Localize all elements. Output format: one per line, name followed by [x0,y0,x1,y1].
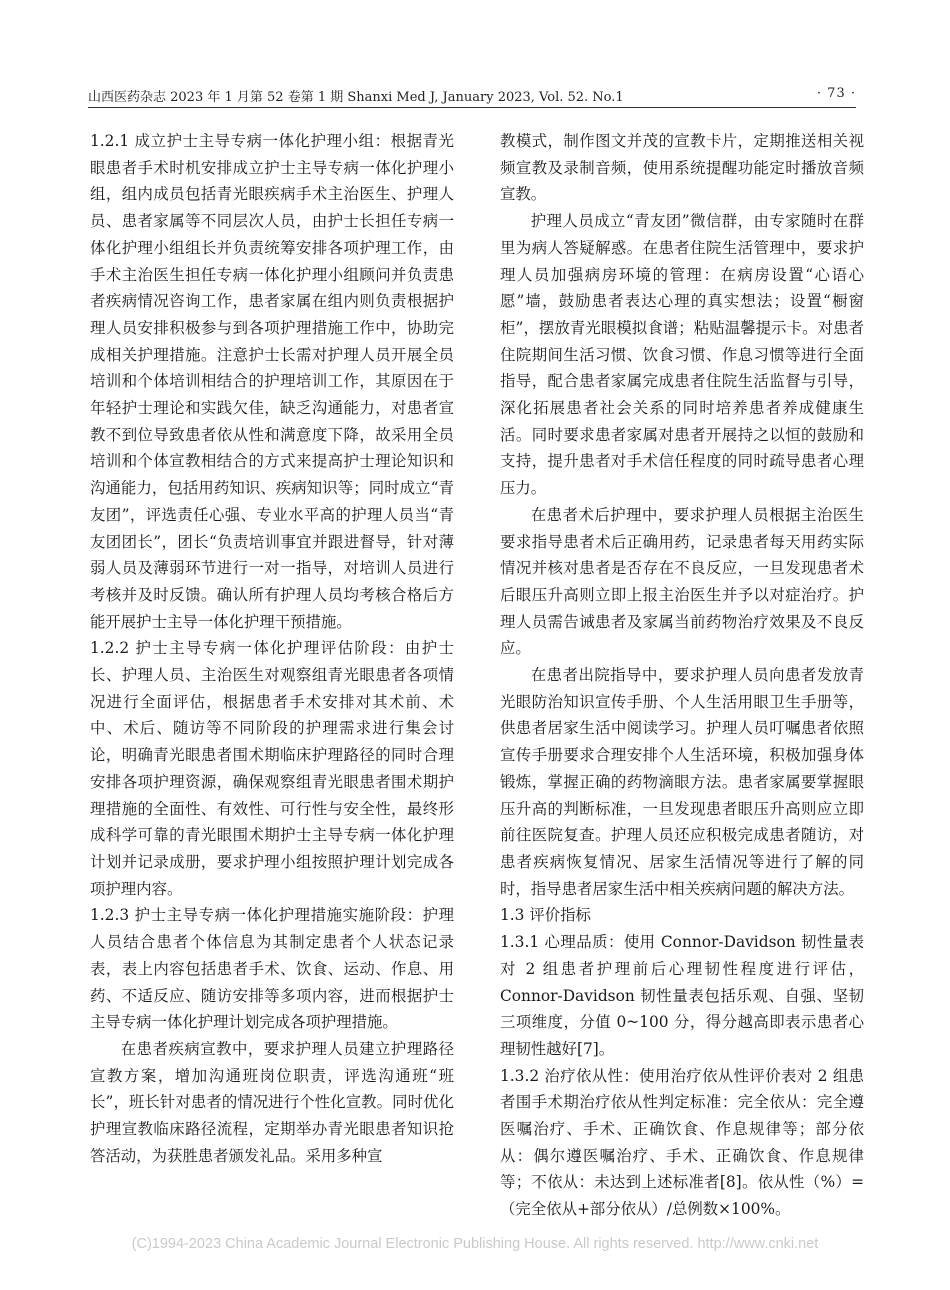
header-rule [88,107,856,108]
journal-citation: 山西医药杂志 2023 年 1 月第 52 卷第 1 期 Shanxi Med J, January 2023, Vol. 52. No.1 [88,90,624,105]
section-1-3-heading: 1.3 评价指标 [500,906,591,925]
section-1-3-2: 1.3.2 治疗依从性：使用治疗依从性评价表对 2 组患者围手术期治疗依从性判定标准：完全依从：完全遵医嘱治疗、手术、正确饮食、作息规律等；部分依从：偶尔遵医嘱治疗、手术、正确饮食、作息规律等；不依从：未达到上述标准者[8]。依从性（%）=（完全依从+部分依从）/总例数×100%。 [500,1066,864,1219]
section-1-2-1: 1.2.1 成立护士主导专病一体化护理小组：根据青光眼患者手术时机安排成立护士主导专病一体化护理小组，组内成员包括青光眼疾病手术主治医生、护理人员、患者家属等不同层次人员，由护士长担任专病一体化护理小组组长并负责统筹安排各项护理工作，由手术主治医生担任专病一体化护理小组顾问并负责患者疾病情况咨询工作，患者家属在组内则负责根据护理人员安排积极参与到各项护理措施工作中，协助完成相关护理措施。注意护士长需对护理人员开展全员培训和个体培训相结合的护理培训工作，其原因在于年轻护士理论和实践欠佳，缺乏沟通能力，对患者宣教不到位导致患者依从性和满意度下降，故采用全员培训和个体宣教相结合的方式来提高护士理论知识和沟通能力，包括用药知识、疾病知识等；同时成立“青友团”，评选责任心强、专业水平高的护理人员当“青友团团长”，团长“负责培训事宜并跟进督导，针对薄弱人员及薄弱环节进行一对一指导，对培训人员进行考核并及时反馈。确认所有护理人员均考核合格后方能开展护士主导一体化护理干预措施。 [90,132,454,631]
paragraph-education-continued: 教模式，制作图文并茂的宣教卡片，定期推送相关视频宣教及录制音频，使用系统提醒功能定时播放音频宣教。 [500,132,864,204]
paragraph-disease-education: 在患者疾病宣教中，要求护理人员建立护理路径宣教方案，增加沟通班岗位职责，评选沟通班“班长”，班长针对患者的情况进行个性化宣教。同时优化护理宣教临床路径流程，定期举办青光眼患者知识抢答活动，为获胜患者颁发礼品。采用多种宣 [90,1039,454,1165]
paragraph-discharge: 在患者出院指导中，要求护理人员向患者发放青光眼防治知识宣传手册、个人生活用眼卫生手册等，供患者居家生活中阅读学习。护理人员叮嘱患者依照宣传手册要求合理安排个人生活环境，积极加强身体锻炼，掌握正确的药物滴眼方法。患者家属要掌握眼压升高的判断标准，一旦发现患者眼压升高则应立即前往医院复查。护理人员还应积极完成患者随访，对患者疾病恢复情况、居家生活情况等进行了解的同时，指导患者居家生活中相关疾病问题的解决方法。 [500,666,864,898]
paragraph-hospital-life: 护理人员成立“青友团”微信群，由专家随时在群里为病人答疑解惑。在患者住院生活管理中，要求护理人员加强病房环境的管理：在病房设置“心语心愿”墙，鼓励患者表达心理的真实想法；设置“橱窗柜”，摆放青光眼模拟食谱；粘贴温馨提示卡。对患者住院期间生活习惯、饮食习惯、作息习惯等进行全面指导，配合患者家属完成患者住院生活监督与引导，深化拓展患者社会关系的同时培养患者养成健康生活。同时要求患者家属对患者开展持之以恒的鼓励和支持，提升患者对手术信任程度的同时疏导患者心理压力。 [500,212,864,498]
running-header [88,86,856,108]
section-1-3-1: 1.3.1 心理品质：使用 Connor-Davidson 韧性量表对 2 组患者护理前后心理韧性程度进行评估，Connor-Davidson 韧性量表包括乐观、自强、坚韧三项维度，分值 0~100 分，得分越高即表示患者心理韧性越好[7]。 [500,933,864,1058]
page-number: · 73 · [816,86,856,101]
section-1-2-2: 1.2.2 护士主导专病一体化护理评估阶段：由护士长、护理人员、主治医生对观察组青光眼患者各项情况进行全面评估，根据患者手术安排对其术前、术中、术后、随访等不同阶段的护理需求进行集会讨论，明确青光眼患者围术期临床护理路径的同时合理安排各项护理资源，确保观察组青光眼患者围术期护理措施的全面性、有效性、可行性与安全性，最终形成科学可靠的青光眼围术期护士主导专病一体化护理计划并记录成册，要求护理小组按照护理计划完成各项护理内容。 [90,639,454,898]
left-column [90,128,454,1169]
paragraph-postoperative: 在患者术后护理中，要求护理人员根据主治医生要求指导患者术后正确用药，记录患者每天用药实际情况并核对患者是否存在不良反应，一旦发现患者术后眼压升高则立即上报主治医生并予以对症治疗。护理人员需告诫患者及家属当前药物治疗效果及不良反应。 [500,505,864,658]
copyright-watermark: (C)1994-2023 China Academic Journal Electronic Publishing House. All rights reserved. http://www.cnki.net [131,1236,819,1252]
section-1-2-3: 1.2.3 护士主导专病一体化护理措施实施阶段：护理人员结合患者个体信息为其制定患者个人状态记录表，表上内容包括患者手术、饮食、运动、作息、用药、不适反应、随访安排等多项内容，进而根据护士主导专病一体化护理计划完成各项护理措施。 [90,906,454,1032]
right-column [500,128,864,1223]
